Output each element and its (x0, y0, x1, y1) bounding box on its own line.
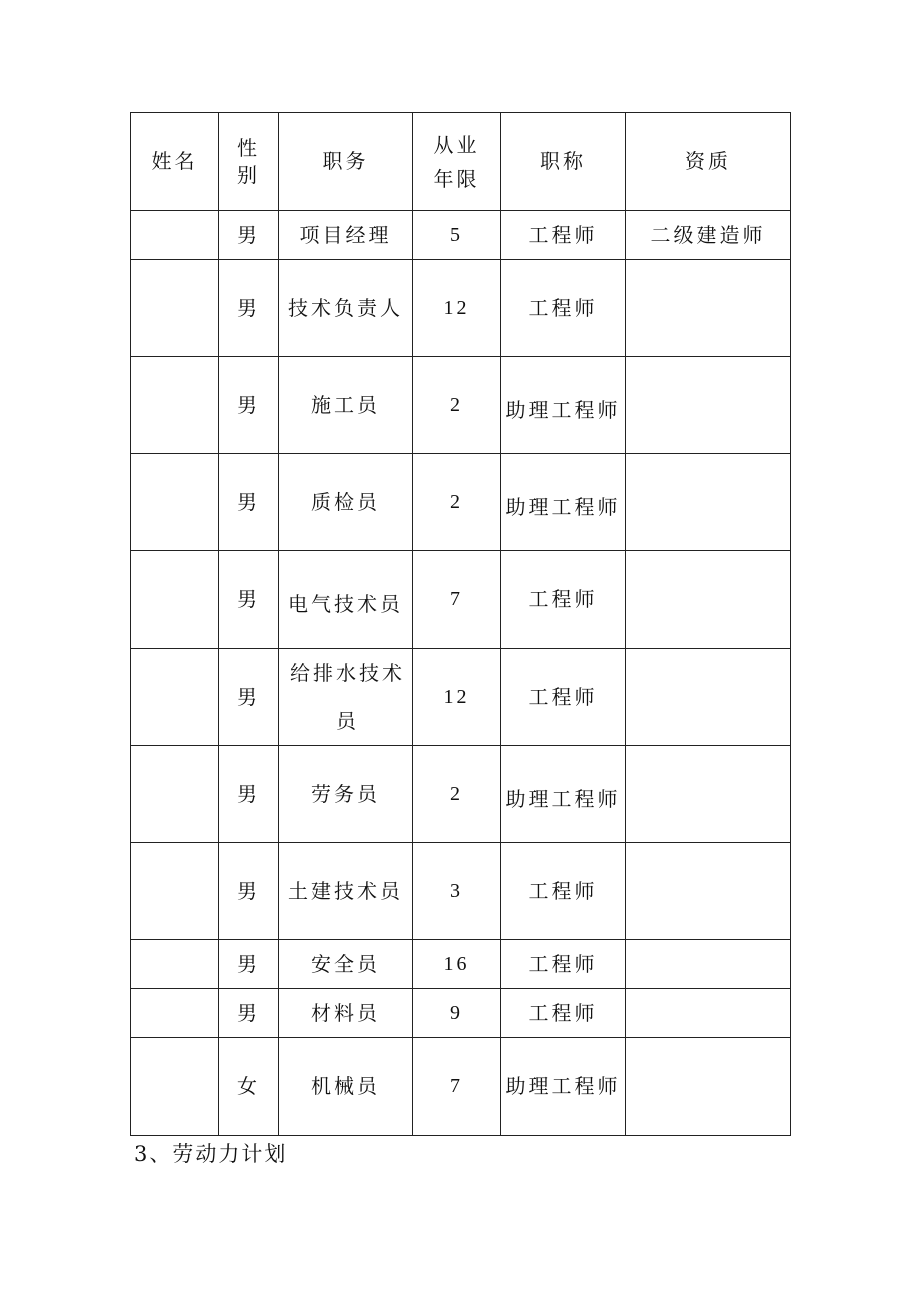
header-title: 职称 (501, 113, 626, 211)
header-years: 从业年限 (413, 113, 501, 211)
cell-years: 12 (413, 649, 501, 746)
cell-gender: 男 (219, 551, 279, 649)
cell-years: 3 (413, 843, 501, 940)
cell-years: 2 (413, 454, 501, 551)
header-gender: 性别 (219, 113, 279, 211)
cell-position: 技术负责人 (279, 260, 413, 357)
cell-title: 助理工程师 (501, 357, 626, 454)
header-qualification: 资质 (626, 113, 791, 211)
cell-years: 7 (413, 1038, 501, 1136)
cell-name (131, 357, 219, 454)
cell-qualification (626, 454, 791, 551)
table-row (131, 843, 791, 940)
cell-qualification (626, 843, 791, 940)
table-row (131, 260, 791, 357)
cell-years: 16 (413, 940, 501, 989)
cell-qualification (626, 746, 791, 843)
table-row (131, 989, 791, 1038)
cell-title: 助理工程师 (501, 454, 626, 551)
cell-years: 12 (413, 260, 501, 357)
cell-gender: 女 (219, 1038, 279, 1136)
section-heading: 3、劳动力计划 (134, 1142, 288, 1166)
cell-position: 劳务员 (279, 746, 413, 843)
cell-gender: 男 (219, 260, 279, 357)
cell-years: 2 (413, 746, 501, 843)
cell-gender: 男 (219, 454, 279, 551)
header-row (131, 113, 791, 211)
cell-gender: 男 (219, 989, 279, 1038)
cell-position: 项目经理 (279, 211, 413, 260)
cell-gender: 男 (219, 357, 279, 454)
cell-name (131, 940, 219, 989)
cell-years: 5 (413, 211, 501, 260)
cell-title: 工程师 (501, 211, 626, 260)
cell-title: 助理工程师 (501, 746, 626, 843)
cell-qualification (626, 551, 791, 649)
table-row (131, 1038, 791, 1136)
cell-name (131, 843, 219, 940)
cell-name (131, 260, 219, 357)
table-row (131, 211, 791, 260)
table-row (131, 551, 791, 649)
cell-years: 2 (413, 357, 501, 454)
cell-years: 7 (413, 551, 501, 649)
cell-years: 9 (413, 989, 501, 1038)
table-row (131, 454, 791, 551)
cell-name (131, 1038, 219, 1136)
cell-position: 施工员 (279, 357, 413, 454)
cell-gender: 男 (219, 843, 279, 940)
cell-name (131, 649, 219, 746)
cell-position: 机械员 (279, 1038, 413, 1136)
cell-position: 安全员 (279, 940, 413, 989)
cell-qualification (626, 1038, 791, 1136)
cell-position: 电气技术员 (279, 551, 413, 649)
cell-gender: 男 (219, 649, 279, 746)
cell-gender: 男 (219, 940, 279, 989)
cell-position: 土建技术员 (279, 843, 413, 940)
table-row (131, 357, 791, 454)
table-row (131, 940, 791, 989)
cell-gender: 男 (219, 211, 279, 260)
cell-position: 材料员 (279, 989, 413, 1038)
cell-name (131, 551, 219, 649)
cell-title: 工程师 (501, 551, 626, 649)
cell-qualification (626, 260, 791, 357)
cell-title: 工程师 (501, 260, 626, 357)
cell-name (131, 211, 219, 260)
cell-qualification (626, 989, 791, 1038)
header-name: 姓名 (131, 113, 219, 211)
cell-qualification: 二级建造师 (626, 211, 791, 260)
cell-gender: 男 (219, 746, 279, 843)
header-position: 职务 (279, 113, 413, 211)
cell-name (131, 989, 219, 1038)
table-row (131, 746, 791, 843)
cell-qualification (626, 940, 791, 989)
cell-title: 工程师 (501, 940, 626, 989)
cell-title: 工程师 (501, 989, 626, 1038)
cell-title: 助理工程师 (501, 1038, 626, 1136)
cell-name (131, 746, 219, 843)
cell-position: 给排水技术员 (279, 649, 413, 746)
staff-table (130, 112, 791, 1136)
cell-name (131, 454, 219, 551)
cell-title: 工程师 (501, 843, 626, 940)
cell-title: 工程师 (501, 649, 626, 746)
table-row (131, 649, 791, 746)
cell-qualification (626, 649, 791, 746)
cell-position: 质检员 (279, 454, 413, 551)
cell-qualification (626, 357, 791, 454)
